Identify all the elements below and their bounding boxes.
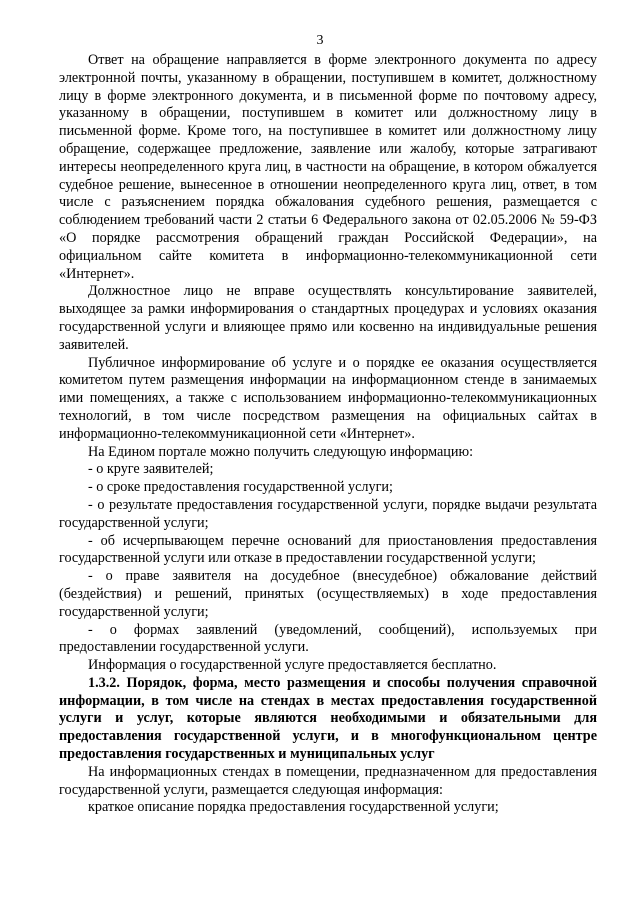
page-number: 3 (316, 33, 324, 48)
paragraph-portal-info-intro: На Едином портале можно получить следующую информацию: (88, 443, 474, 460)
paragraph-public-informing: Публичное информирование об услуге и о порядке ее оказания осуществляется комитетом путем размещения информации на информационном стенде в занимаемых ими помещениях, а также с использованием информационно-телекоммуникационных технологий, в том числе посредством размещения на официальных сайтах в информационно-телекоммуникационной сети «Интернет». (59, 354, 597, 442)
section-heading-1-3-2: 1.3.2. Порядок, форма, место размещения и способы получения справочной информации, в том числе на стендах в местах предоставления государственной услуги и услуг, которые являются необходимыми и обязательными для предоставления государственной услуги, и в многофункциональном центре предоставления государственных и муниципальных услуг (59, 674, 597, 763)
list-item-appeal-rights: - о праве заявителя на досудебное (внесудебное) обжалование действий (бездействия) и решений, принятых (осуществляемых) в ходе предоставления государственной услуги; (59, 568, 597, 620)
paragraph-brief-description: краткое описание порядка предоставления государственной услуги; (88, 799, 499, 816)
list-item-forms: - о формах заявлений (уведомлений, сообщений), используемых при предоставлении государственной услуги. (59, 621, 597, 656)
list-item-applicants: - о круге заявителей; (88, 461, 214, 478)
document-body (59, 52, 597, 817)
list-item-grounds: - об исчерпывающем перечне оснований для приостановления предоставления государственной услуги или отказе в предоставлении государственной услуги; (59, 532, 597, 567)
paragraph-free-information: Информация о государственной услуге предоставляется бесплатно. (88, 657, 497, 674)
list-item-terms: - о сроке предоставления государственной услуги; (88, 479, 393, 496)
paragraph-consulting-limits: Должностное лицо не вправе осуществлять консультирование заявителей, выходящее за рамки информирования о стандартных процедурах и условиях оказания государственной услуги и влияющее прямо или косвенно на индивидуальные решения заявителей. (59, 283, 597, 353)
paragraph-info-stands: На информационных стендах в помещении, предназначенном для предоставления государственной услуги, размещается следующая информация: (59, 763, 597, 798)
list-item-result: - о результате предоставления государственной услуги, порядке выдачи результата государственной услуги; (59, 496, 597, 531)
paragraph-response-delivery: Ответ на обращение направляется в форме электронного документа по адресу электронной почты, указанному в обращении, поступившем в комитет, должностному лицу в форме электронного документа, и в письменной форме по почтовому адресу, указанному в обращении, поступившем в комитет или должностному лицу в письменной форме. Кроме того, на поступившее в комитет или должностному лицу обращение, содержащее предложение, заявление или жалобу, которые затрагивают интересы неопределенного круга лиц, в частности на обращение, в котором обжалуется судебное решение, вынесенное в отношении неопределенного круга лиц, ответ, в том числе с разъяснением порядка обжалования судебного решения, размещается с соблюдением требований части 2 статьи 6 Федерального закона от 02.05.2006 № 59-ФЗ «О порядке рассмотрения обращений граждан Российской Федерации», на официальном сайте комитета в информационно-телекоммуникационной сети «Интернет». (59, 52, 597, 282)
